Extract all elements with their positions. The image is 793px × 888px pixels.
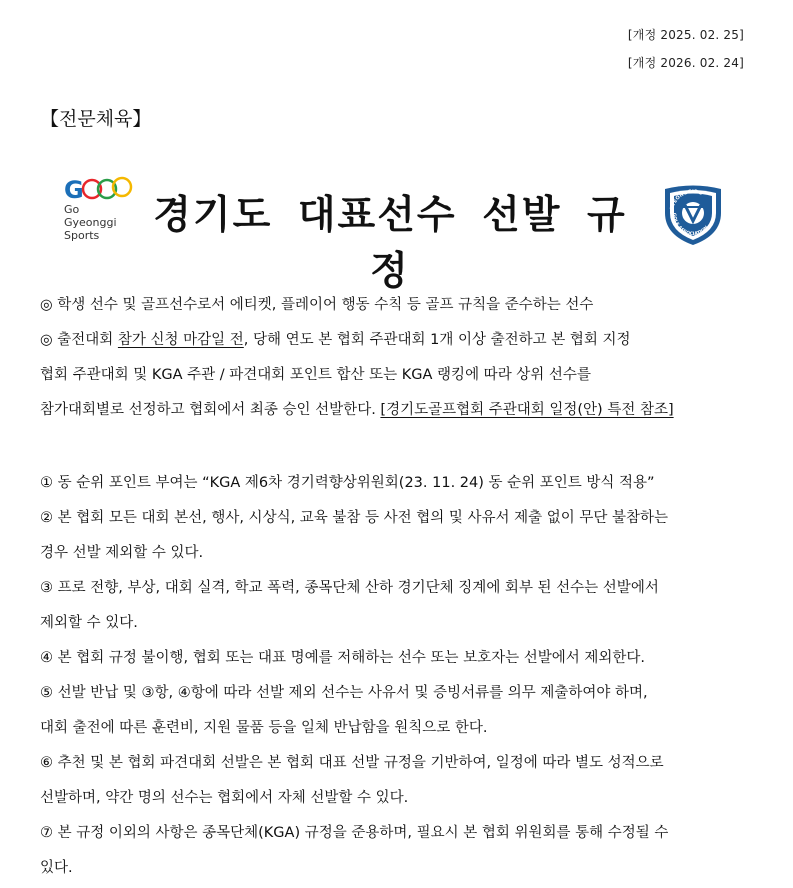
go-gyeonggi-sports-logo [64,176,136,248]
criteria-line-4 [40,393,755,428]
rule-line: ① 동 순위 포인트 부여는 “KGA 제6차 경기력향상위원회(23. 11. 24) 동 순위 포인트 방식 적용” [40,475,655,491]
rule-line: ⑦ 본 규정 이외의 사항은 종목단체(KGA) 규정을 준용하며, 필요시 본 협회 위원회를 통해 수정될 수 [40,825,669,841]
criteria-line-3: 협회 주관대회 및 KGA 주관 / 파견대회 포인트 합산 또는 KGA 랭킹에 따라 상위 선수를 [40,367,591,383]
criteria-line-2 [40,323,755,358]
golf-association-emblem [661,183,725,247]
svg-text:GOLF ASSOCIATION: GOLF ASSOCIATION [670,212,710,238]
application-deadline-underline: 참가 신청 마감일 전 [117,332,244,348]
qualification-criteria [40,288,755,428]
rule-line: 경우 선발 제외할 수 있다. [40,545,204,561]
revision-date-1: [개정 2025. 02. 25] [627,28,744,42]
rules-list [40,466,755,886]
criteria-line-2-end: , 당해 연도 본 협회 주관대회 1개 이상 출전하고 본 협회 지정 [243,332,631,348]
rule-line: ④ 본 협회 규정 불이행, 협회 또는 대표 명예를 저해하는 선수 또는 보호자는 선발에서 제외한다. [40,650,646,666]
schedule-reference-note: [경기도골프협회 주관대회 일정(안) 특전 참조] [380,402,674,418]
criteria-line-4-start: 참가대회별로 선정하고 협회에서 최종 승인 선발한다. [40,402,381,418]
page-title: 경기도 대표선수 선발 규정 [153,193,627,294]
criteria-line-1: ◎ 학생 선수 및 골프선수로서 에티켓, 플레이어 행동 수칙 등 골프 규칙을 준수하는 선수 [40,297,594,313]
rule-line: 제외할 수 있다. [40,615,138,631]
rule-line: ⑥ 추천 및 본 협회 파견대회 선발은 본 협회 대표 선발 규정을 기반하여, 일정에 따라 별도 성적으로 [40,755,664,771]
rule-line: 대회 출전에 따른 훈련비, 지원 물품 등을 일체 반납함을 원칙으로 한다. [40,720,488,736]
svg-text:G: G [64,176,84,202]
rule-line: ③ 프로 전향, 부상, 대회 실격, 학교 폭력, 종목단체 산하 경기단체 징계에 회부 된 선수는 선발에서 [40,580,659,596]
criteria-line-2-start: ◎ 출전대회 [40,332,118,348]
rule-line: ② 본 협회 모든 대회 본선, 행사, 시상식, 교육 불참 등 사전 협의 및 사유서 제출 없이 무단 불참하는 [40,510,669,526]
shield-emblem-icon [661,183,725,247]
olympic-rings-icon [64,176,134,202]
rule-line: 선발하며, 약간 명의 선수는 협회에서 자체 선발할 수 있다. [40,790,409,806]
rule-line: 있다. [40,860,73,876]
svg-text:GYEONGGIDO: GYEONGGIDO [669,188,704,212]
section-title: 【전문체육】 [40,108,152,130]
logo-text-gyeonggi: Gyeonggi [64,216,117,229]
logo-text-sports: Sports [64,229,100,242]
rule-line: ⑤ 선발 반납 및 ③항, ④항에 따라 선발 제외 선수는 사유서 및 증빙서류를 의무 제출하여야 하며, [40,685,648,701]
logo-text-go: Go [64,203,80,216]
revision-date-2: [개정 2026. 02. 24] [627,56,744,70]
